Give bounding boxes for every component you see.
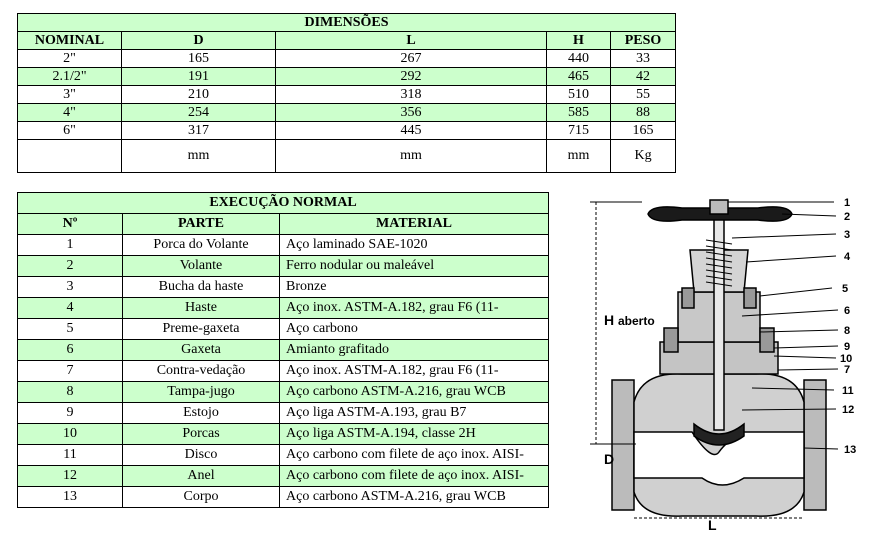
callout-7: 7 <box>844 364 851 376</box>
cell-numero: 4 <box>18 298 123 319</box>
dimensions-title: DIMENSÕES <box>18 14 676 32</box>
callout-5: 5 <box>842 283 849 295</box>
cell-parte: Preme-gaxeta <box>123 319 280 340</box>
cell-h: 440 <box>547 50 611 68</box>
table-row <box>18 466 549 487</box>
cell-parte: Volante <box>123 256 280 277</box>
table-row <box>18 340 549 361</box>
callout-13: 13 <box>844 444 857 456</box>
header-numero: Nº <box>18 214 123 235</box>
cell-nominal: 3" <box>18 86 122 104</box>
table-row <box>18 424 549 445</box>
h-label: H <box>604 312 615 328</box>
parts-title: EXECUÇÃO NORMAL <box>18 193 549 214</box>
unit-l: mm <box>276 140 547 173</box>
d-label: D <box>604 451 615 467</box>
table-row <box>18 382 549 403</box>
table-row <box>18 104 676 122</box>
callout-8: 8 <box>844 325 851 337</box>
header-material: MATERIAL <box>280 214 549 235</box>
dimensions-table <box>17 13 676 173</box>
callout-10: 10 <box>840 353 853 365</box>
cell-numero: 7 <box>18 361 123 382</box>
cell-d: 165 <box>122 50 276 68</box>
table-row <box>18 256 549 277</box>
cell-parte: Bucha da haste <box>123 277 280 298</box>
cell-numero: 2 <box>18 256 123 277</box>
cell-material: Aço laminado SAE-1020 <box>280 235 549 256</box>
unit-d: mm <box>122 140 276 173</box>
cell-peso: 88 <box>611 104 676 122</box>
cell-numero: 3 <box>18 277 123 298</box>
callout-labels <box>840 197 856 456</box>
table-row <box>18 50 676 68</box>
table-row <box>18 445 549 466</box>
cell-peso: 42 <box>611 68 676 86</box>
cell-d: 254 <box>122 104 276 122</box>
header-l: L <box>276 32 547 50</box>
cell-h: 465 <box>547 68 611 86</box>
header-nominal: NOMINAL <box>18 32 122 50</box>
table-row <box>18 122 676 140</box>
cell-material: Aço liga ASTM-A.193, grau B7 <box>280 403 549 424</box>
cell-numero: 8 <box>18 382 123 403</box>
cell-peso: 55 <box>611 86 676 104</box>
cell-numero: 13 <box>18 487 123 508</box>
table-row <box>18 403 549 424</box>
parts-table <box>17 192 549 508</box>
cell-l: 445 <box>276 122 547 140</box>
cell-material: Aço carbono <box>280 319 549 340</box>
unit-h: mm <box>547 140 611 173</box>
table-row <box>18 68 676 86</box>
header-h: H <box>547 32 611 50</box>
table-row <box>18 277 549 298</box>
cell-parte: Tampa-jugo <box>123 382 280 403</box>
cell-l: 318 <box>276 86 547 104</box>
cell-parte: Estojo <box>123 403 280 424</box>
dimensions-header-row <box>18 32 676 50</box>
valve-body <box>612 200 826 516</box>
valve-diagram <box>582 192 866 538</box>
callout-1: 1 <box>844 197 851 209</box>
table-row <box>18 298 549 319</box>
cell-parte: Anel <box>123 466 280 487</box>
cell-l: 267 <box>276 50 547 68</box>
cell-parte: Gaxeta <box>123 340 280 361</box>
cell-material: Aço carbono ASTM-A.216, grau WCB <box>280 382 549 403</box>
cell-parte: Contra-vedação <box>123 361 280 382</box>
cell-nominal: 4" <box>18 104 122 122</box>
cell-peso: 33 <box>611 50 676 68</box>
table-row <box>18 487 549 508</box>
cell-parte: Haste <box>123 298 280 319</box>
cell-material: Aço carbono com filete de aço inox. AISI- <box>280 445 549 466</box>
cell-material: Aço liga ASTM-A.194, classe 2H <box>280 424 549 445</box>
cell-parte: Porcas <box>123 424 280 445</box>
callout-2: 2 <box>844 211 851 223</box>
l-label: L <box>708 517 717 533</box>
callout-11: 11 <box>842 385 854 397</box>
parts-header-row <box>18 214 549 235</box>
cell-numero: 6 <box>18 340 123 361</box>
cell-nominal: 6" <box>18 122 122 140</box>
cell-numero: 10 <box>18 424 123 445</box>
cell-material: Aço carbono ASTM-A.216, grau WCB <box>280 487 549 508</box>
cell-l: 356 <box>276 104 547 122</box>
cell-d: 191 <box>122 68 276 86</box>
units-row <box>18 140 676 173</box>
header-peso: PESO <box>611 32 676 50</box>
cell-h: 585 <box>547 104 611 122</box>
header-parte: PARTE <box>123 214 280 235</box>
cell-d: 210 <box>122 86 276 104</box>
table-row <box>18 86 676 104</box>
callout-9: 9 <box>844 341 851 353</box>
cell-h: 715 <box>547 122 611 140</box>
cell-numero: 9 <box>18 403 123 424</box>
cell-numero: 5 <box>18 319 123 340</box>
cell-peso: 165 <box>611 122 676 140</box>
cell-parte: Corpo <box>123 487 280 508</box>
table-row <box>18 319 549 340</box>
cell-material: Aço carbono com filete de aço inox. AISI- <box>280 466 549 487</box>
cell-parte: Disco <box>123 445 280 466</box>
unit-nominal <box>18 140 122 173</box>
header-d: D <box>122 32 276 50</box>
table-row <box>18 361 549 382</box>
cell-nominal: 2.1/2" <box>18 68 122 86</box>
unit-peso: Kg <box>611 140 676 173</box>
cell-d: 317 <box>122 122 276 140</box>
table-row <box>18 235 549 256</box>
cell-h: 510 <box>547 86 611 104</box>
cell-material: Aço inox. ASTM-A.182, grau F6 (11- <box>280 298 549 319</box>
callout-4: 4 <box>844 251 851 263</box>
cell-material: Aço inox. ASTM-A.182, grau F6 (11- <box>280 361 549 382</box>
cell-l: 292 <box>276 68 547 86</box>
cell-numero: 11 <box>18 445 123 466</box>
cell-material: Amianto grafitado <box>280 340 549 361</box>
callout-3: 3 <box>844 229 851 241</box>
cell-nominal: 2" <box>18 50 122 68</box>
callout-12: 12 <box>842 404 855 416</box>
cell-parte: Porca do Volante <box>123 235 280 256</box>
callout-6: 6 <box>844 305 851 317</box>
cell-numero: 12 <box>18 466 123 487</box>
aberto-label: aberto <box>618 314 655 328</box>
cell-numero: 1 <box>18 235 123 256</box>
cell-material: Ferro nodular ou maleável <box>280 256 549 277</box>
cell-material: Bronze <box>280 277 549 298</box>
